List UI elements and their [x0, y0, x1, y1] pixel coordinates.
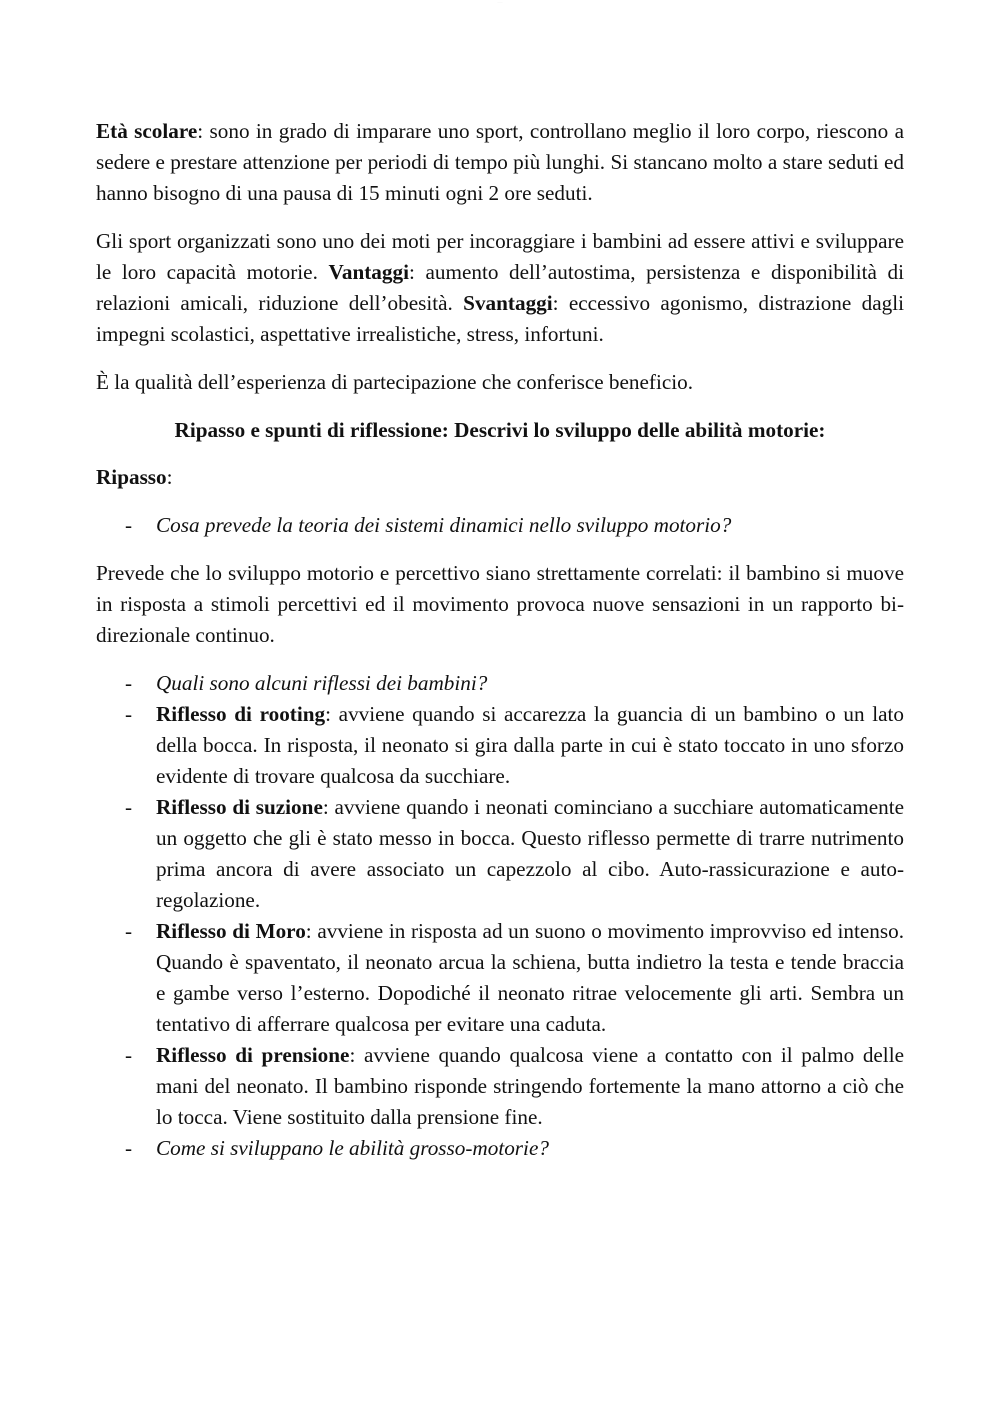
review-colon: :	[166, 465, 173, 489]
list-item	[96, 510, 904, 541]
dash-bullet: -	[125, 919, 133, 943]
term-advantages: Vantaggi	[328, 260, 409, 284]
list-item	[96, 668, 904, 699]
school-age-text: : sono in grado di imparare uno sport, controllano meglio il loro corpo, riescono a sedere e prestare attenzione per periodi di tempo più lunghi. Si stancano molto a stare seduti ed hanno bisogno di una pausa di 15 minuti ogni 2 ore seduti.	[96, 119, 904, 205]
dash-bullet: -	[125, 1136, 133, 1160]
header-mark: ·····	[497, 0, 503, 4]
paragraph-school-age	[96, 116, 904, 209]
paragraph-quality: È la qualità dell’esperienza di partecipazione che conferisce beneficio.	[96, 370, 694, 394]
paragraph-organized-sports	[96, 226, 904, 350]
sports-intro-text: Gli sport organizzati sono uno dei moti per incoraggiare i bambini ad essere attivi e sviluppare le loro capacità motorie.	[96, 229, 904, 284]
section-heading: Ripasso e spunti di riflessione: Descrivi lo sviluppo delle abilità motorie:	[174, 418, 826, 442]
list-item	[96, 699, 904, 792]
list-item	[96, 1133, 904, 1164]
term-moro: Riflesso di Moro	[156, 919, 306, 943]
dash-bullet: -	[125, 513, 133, 537]
rooting-text: : avviene quando si accarezza la guancia di un bambino o un lato della bocca. In risposta, il neonato si gira dalla parte in cui è stato toccato in uno sforzo evidente di trovare qualcosa da succhiare.	[156, 702, 904, 788]
review-label-line	[96, 462, 904, 493]
dash-bullet: -	[125, 671, 133, 695]
sucking-text: : avviene quando i neonati cominciano a succhiare automaticamente un oggetto che gli è stato messo in bocca. Questo riflesso permette di trarre nutrimento prima ancora di avere associato un capezzolo al cibo. Auto-rassicurazione e auto-regolazione.	[156, 795, 904, 912]
question-reflexes: Quali sono alcuni riflessi dei bambini?	[156, 671, 488, 695]
question-dynamic-systems: Cosa prevede la teoria dei sistemi dinamici nello sviluppo motorio?	[156, 513, 732, 537]
answer-dynamic-systems: Prevede che lo sviluppo motorio e percettivo siano strettamente correlati: il bambino si muove in risposta a stimoli percettivi ed il movimento provoca nuove sensazioni in un rapporto bi-direzionale continuo.	[96, 561, 904, 647]
dash-bullet: -	[125, 795, 133, 819]
advantages-text: : aumento dell’autostima, persistenza e disponibilità di relazioni amicali, riduzione dell’obesità.	[96, 260, 904, 315]
review-label: Ripasso	[96, 465, 167, 489]
dash-bullet: -	[125, 1043, 133, 1067]
question-gross-motor: Come si sviluppano le abilità grosso-motorie?	[156, 1136, 549, 1160]
list-item	[96, 792, 904, 916]
term-sucking: Riflesso di suzione	[156, 795, 323, 819]
term-disadvantages: Svantaggi	[463, 291, 553, 315]
moro-text: : avviene in risposta ad un suono o movimento improvviso ed intenso. Quando è spaventato, il neonato arcua la schiena, butta indietro la testa e tende braccia e gambe verso l’esterno. Dopodiché il neonato ritrae velocemente gli arti. Sembra un tentativo di afferrare qualcosa per evitare una caduta.	[156, 919, 905, 1036]
grasping-text: : avviene quando qualcosa viene a contatto con il palmo delle mani del neonato. Il bambino risponde stringendo fortemente la mano attorno a ciò che lo tocca. Viene sostituito dalla prensione fine.	[156, 1043, 904, 1129]
document-page	[96, 116, 904, 1181]
reflex-list	[96, 668, 904, 1164]
list-item	[96, 1040, 904, 1133]
list-item	[96, 916, 904, 1040]
disadvantages-text: : eccessivo agonismo, distrazione dagli impegni scolastici, aspettative irrealistiche, stress, infortuni.	[96, 291, 904, 346]
term-grasping: Riflesso di prensione	[156, 1043, 350, 1067]
term-rooting: Riflesso di rooting	[156, 702, 326, 726]
dash-bullet: -	[125, 702, 133, 726]
question-list-1	[96, 510, 904, 541]
term-school-age: Età scolare	[96, 119, 198, 143]
